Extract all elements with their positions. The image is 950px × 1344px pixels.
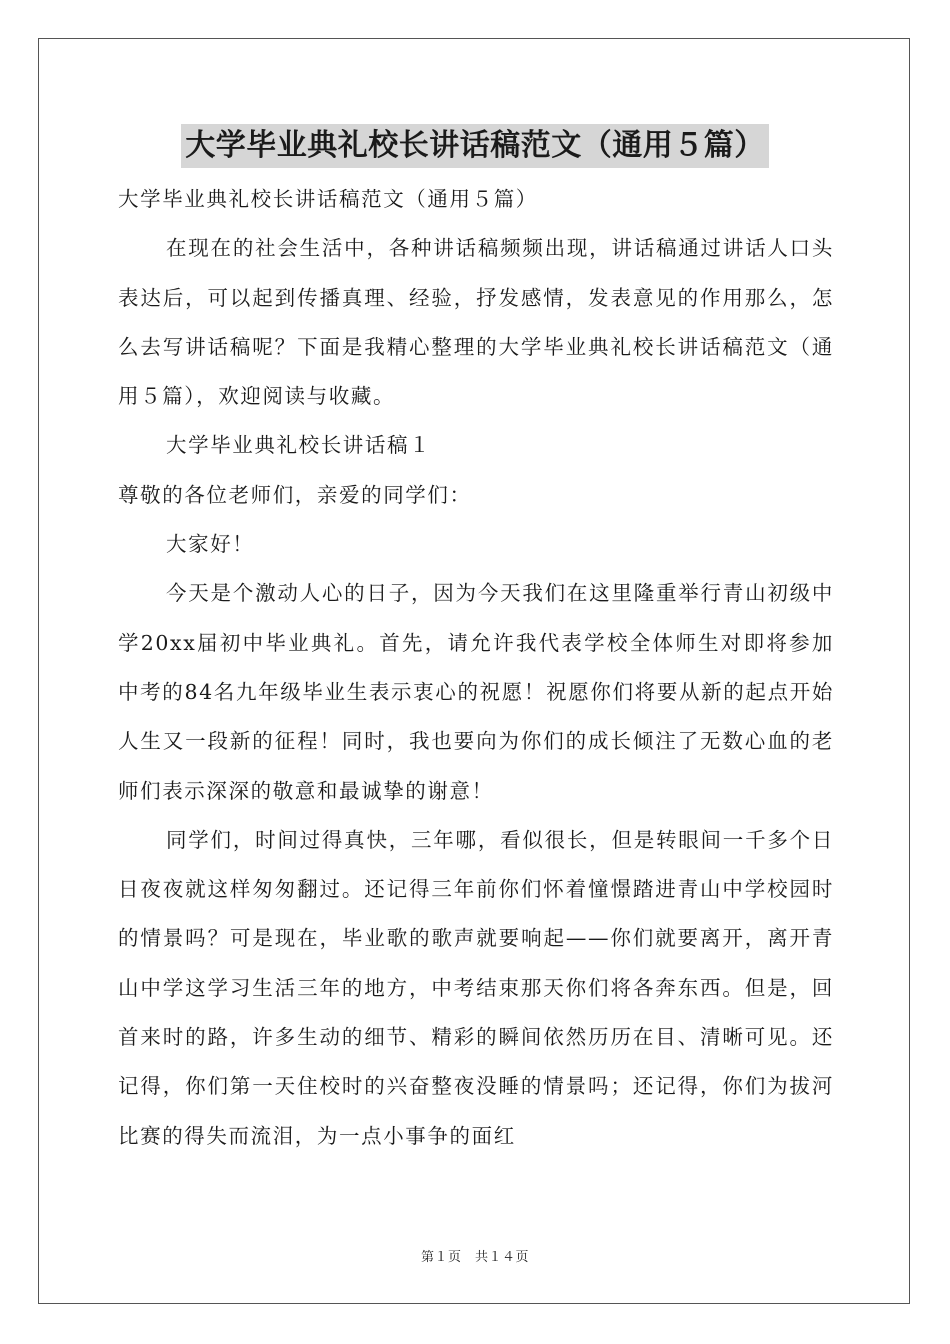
paragraph-greeting: 大家好！ (166, 532, 255, 557)
page-number: 第１页 共１４页 (420, 1250, 529, 1265)
paragraph-intro: 在现在的社会生活中，各种讲话稿频频出现，讲话稿通过讲话人口头表达后，可以起到传播真理、经验，抒发感情，发表意见的作用那么，怎么去写讲话稿呢？下面是我精心整理的大学毕业典礼校长讲话稿范文（通用５篇），欢迎阅读与收藏。 (118, 236, 834, 409)
paragraph-subtitle: 大学毕业典礼校长讲话稿范文（通用５篇） (118, 187, 538, 211)
section-heading: 大学毕业典礼校长讲话稿１ (166, 433, 432, 458)
paragraph-body: 同学们，时间过得真快，三年哪，看似很长，但是转眼间一千多个日日夜夜就这样匆匆翻过。还记得三年前你们怀着憧憬踏进青山中学校园时的情景吗？可是现在，毕业歌的歌声就要响起——你们就要离开，离开青山中学这学习生活三年的地方，中考结束那天你们将各奔东西。但是，回首来时的路，许多生动的细节、精彩的瞬间依然历历在目、清晰可见。还记得，你们第一天住校时的兴奋整夜没睡的情景吗；还记得，你们为拔河比赛的得失而流泪，为一点小事争的面红 (118, 827, 834, 1148)
paragraph-body: 今天是个激动人心的日子，因为今天我们在这里隆重举行青山初级中学20xx届初中毕业典礼。首先，请允许我代表学校全体师生对即将参加中考的84名九年级毕业生表示衷心的祝愿！祝愿你们将要从新的起点开始人生又一段新的征程！同时，我也要向为你们的成长倾注了无数心血的老师们表示深深的敬意和最诚挚的谢意！ (118, 581, 834, 803)
title-container (0, 124, 950, 168)
document-body (118, 175, 834, 1161)
page-footer (0, 1246, 950, 1265)
document-title: 大学毕业典礼校长讲话稿范文（通用５篇） (181, 124, 769, 168)
paragraph-salutation: 尊敬的各位老师们，亲爱的同学们： (118, 482, 472, 507)
